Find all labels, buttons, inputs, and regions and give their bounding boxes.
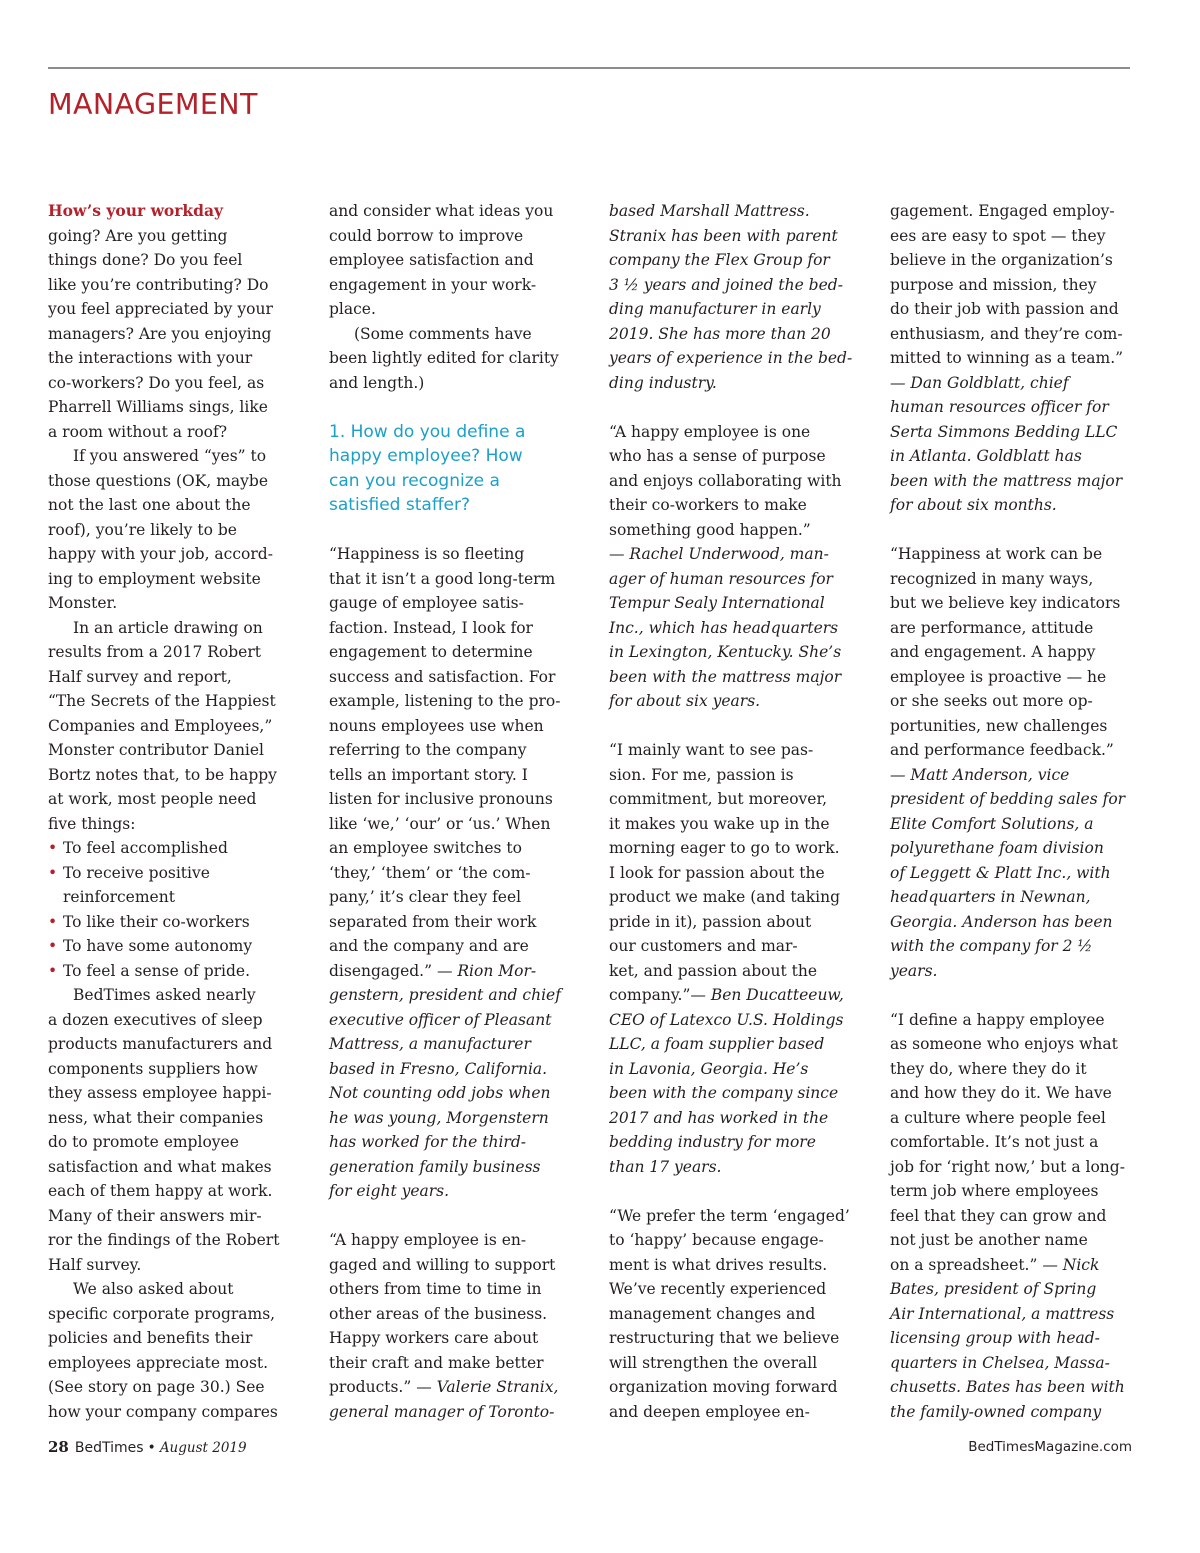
text-line: gauge of employee satis- [329,594,524,612]
text-line: Bortz notes that, to be happy [48,765,277,784]
text-line: purpose and mission, they [890,275,1097,294]
text-line: (See story on page 30.) See [48,1378,265,1396]
text-line: pride in it), passion about [609,912,812,931]
bullet-item [48,910,293,935]
text-line: as someone who enjoys what [890,1035,1118,1053]
text-line: products manufacturers and [48,1035,273,1053]
text-line: their co-workers to make [609,496,807,514]
text-line: co-workers? Do you feel, as [48,373,265,392]
text-line: Elite Comfort Solutions, a [890,814,1094,833]
text-line: been lightly edited for clarity [329,349,559,367]
text-line: they do, where they do it [890,1059,1087,1078]
bullet-icon: • [48,839,58,857]
text-line: Pharrell Williams sings, like [48,398,268,416]
text-line: product we make (and taking [609,888,841,906]
text-line: Companies and Employees,” [48,716,273,735]
text-line: like you’re contributing? Do [48,275,269,294]
text-line: place. [329,300,376,318]
text-line: Half survey and report, [48,667,232,686]
text-line: Monster. [48,594,118,612]
text-line: engagement to determine [329,643,533,661]
text-line: feel that they can grow and [890,1206,1107,1225]
text-line: ‘they,’ ‘them’ or ‘the com- [329,863,531,882]
publication-name: BedTimes [74,1440,144,1456]
text-line: not the last one about the [48,496,251,514]
attribution-morgenstern [329,983,574,1204]
text-line: organization moving forward [609,1378,838,1396]
text-line: are performance, attitude [890,618,1094,637]
bullet-text: To like their co-workers [63,912,250,931]
text-line: will strengthen the overall [609,1353,818,1372]
text-line: and length.) [329,373,425,392]
text-line: in Lexington, Kentucky. She’s [609,643,842,661]
text-line: do to promote employee [48,1133,239,1151]
col2-intro [329,199,574,395]
text-line: believe in the organization’s [890,251,1113,269]
quote-ducatteeuw-end: company.”— Ben Ducatteeuw, [609,986,844,1004]
text-line: ket, and passion about the [609,961,818,980]
text-line: “A happy employee is one [609,422,811,441]
text-line: gaged and willing to support [329,1255,556,1274]
column-3 [609,199,854,1424]
bullet-text: To have some autonomy [63,937,253,955]
quote-goldblatt [609,1204,854,1425]
quote-morgenstern-end: disengaged.” — Rion Mor- [329,961,537,980]
attribution-stranix [329,1400,574,1425]
bullet-item [48,959,293,984]
text-line: the interactions with your [48,349,253,367]
quote-underwood [609,420,854,543]
text-line: Georgia. Anderson has been [890,912,1113,931]
text-line: for about six months. [890,496,1057,514]
text-line: in Lavonia, Georgia. He’s [609,1059,809,1078]
text-line: for eight years. [329,1182,450,1200]
text-line: sion. For me, passion is [609,765,794,784]
text-line: something good happen.” [609,520,811,539]
text-line: genstern, president and chief [329,986,561,1004]
text-line: bedding industry for more [609,1133,816,1151]
attribution-goldblatt [890,371,1135,518]
text-line: — Matt Anderson, vice [890,765,1070,784]
text-line: satisfied staffer? [329,495,471,515]
text-line: — Rachel Underwood, man- [609,545,829,563]
text-line: been with the company since [609,1084,839,1102]
text-line: recognized in many ways, [890,569,1094,588]
text-line: and how they do it. We have [890,1084,1112,1102]
column-2 [329,199,574,1424]
text-line: We’ve recently experienced [609,1280,827,1298]
text-line: the family-owned company [890,1402,1102,1421]
text-line: employee is proactive — he [890,667,1107,686]
text-line: Not counting odd jobs when [329,1084,551,1102]
quote-ducatteeuw [609,738,854,983]
issue-date: August 2019 [159,1440,247,1456]
question-heading [329,420,574,518]
bullet-text: To feel a sense of pride. [63,961,250,980]
text-line: Half survey. [48,1255,142,1274]
text-line: “Happiness is so fleeting [329,545,525,563]
text-line: comfortable. It’s not just a [890,1133,1099,1151]
text-line: separated from their work [329,912,537,931]
text-line: Monster contributor Daniel [48,741,265,759]
text-line: not just be another name [890,1231,1088,1249]
text-line: and consider what ideas you [329,202,554,220]
text-line: In an article drawing on [73,618,263,637]
text-line: pany,’ it’s clear they feel [329,888,522,906]
text-line: Stranix has been with parent [609,226,838,245]
text-line: and deepen employee en- [609,1402,810,1421]
text-line: ment is what drives results. [609,1255,828,1274]
text-line: human resources officer for [890,398,1109,416]
page-number: 28 [48,1438,69,1456]
col1-body [48,983,293,1424]
text-line: employees appreciate most. [48,1353,269,1372]
text-line: referring to the company [329,741,527,759]
quote-bates-end: on a spreadsheet.” — Nick [890,1255,1100,1274]
text-line: chusetts. Bates has been with [890,1378,1125,1396]
quote-stranix [329,1228,574,1375]
bullet-item [48,861,293,886]
text-line: and the company and are [329,937,529,955]
quote-anderson [890,542,1135,763]
text-line: ees are easy to spot — they [890,226,1106,245]
website-link[interactable]: BedTimesMagazine.com [968,1439,1132,1455]
attribution-stranix-cont [609,199,854,395]
text-line: term job where employees [890,1182,1099,1200]
text-line: happy employee? How [329,446,523,466]
text-line: 1. How do you define a [329,421,526,442]
text-line: they assess employee happi- [48,1084,272,1102]
text-line: company the Flex Group for [609,251,830,269]
text-line: to ‘happy’ because engage- [609,1231,824,1249]
bullet-icon: • [48,937,58,955]
text-line: Mattress, a manufacturer [329,1035,531,1053]
col1-intro [48,224,293,837]
text-line: been with the mattress major [609,667,842,686]
text-line: quarters in Chelsea, Massa- [890,1353,1110,1372]
text-line: other areas of the business. [329,1304,548,1323]
bullet-icon: • [48,863,58,882]
text-line: 2019. She has more than 20 [609,324,831,343]
text-line: Happy workers care about [329,1329,539,1347]
text-line: Serta Simmons Bedding LLC [890,422,1118,441]
bullet-list [48,836,293,983]
text-line: (Some comments have [354,324,532,343]
text-line: ror the findings of the Robert [48,1231,280,1249]
text-line: how your company compares [48,1402,278,1421]
text-line: CEO of Latexco U.S. Holdings [609,1010,844,1029]
text-line: Inc., which has headquarters [609,618,839,637]
text-line: an employee switches to [329,839,522,857]
text-line: management changes and [609,1304,816,1323]
text-line: ager of human resources for [609,569,833,588]
text-line: generation family business [329,1157,541,1176]
bullet-text: To feel accomplished [63,839,228,857]
text-line: “A happy employee is en- [329,1231,527,1249]
text-line: managers? Are you enjoying [48,324,272,343]
bullet-item [48,934,293,959]
text-line: can you recognize a [329,470,500,491]
text-line: commitment, but moreover, [609,790,828,808]
bullet-item [48,836,293,861]
text-line: for about six years. [609,692,761,710]
text-line: components suppliers how [48,1059,258,1078]
text-line: or she seeks out more op- [890,692,1093,710]
text-line: polyurethane foam division [890,839,1104,857]
text-line: our customers and mar- [609,937,798,955]
text-line: general manager of Toronto- [329,1402,555,1421]
footer-separator: • [147,1440,156,1456]
text-line: their craft and make better [329,1353,544,1372]
text-line: those questions (OK, maybe [48,471,268,490]
text-line: Many of their answers mir- [48,1206,262,1225]
text-line: of Leggett & Platt Inc., with [890,863,1111,882]
text-line: president of bedding sales for [890,790,1126,808]
text-line: based in Fresno, California. [329,1059,548,1078]
bullet-icon: • [48,961,58,980]
text-line: — Dan Goldblatt, chief [890,373,1069,392]
quote-morgenstern [329,542,574,959]
text-line: example, listening to the pro- [329,692,561,710]
bullet-item [48,885,293,910]
text-line: 2017 and has worked in the [609,1108,829,1127]
lead-in: How’s your workday [48,201,224,220]
text-line: Bates, president of Spring [890,1280,1097,1298]
top-rule [48,67,1130,69]
text-line: and enjoys collaborating with [609,471,842,490]
text-line: has worked for the third- [329,1133,526,1151]
text-line: ding industry. [609,373,717,392]
text-line: restructuring that we believe [609,1329,840,1347]
text-line: ing to employment website [48,569,261,588]
attribution-bates [890,1277,1135,1424]
text-line: job for ‘right now,’ but a long- [890,1157,1125,1176]
text-line: who has a sense of purpose [609,447,826,465]
text-line: “I mainly want to see pas- [609,741,814,759]
text-line: a room without a roof? [48,422,228,441]
text-line: 3 ½ years and joined the bed- [609,275,843,294]
text-line: I look for passion about the [609,863,825,882]
attribution-underwood [609,542,854,714]
text-line: like ‘we,’ ‘our’ or ‘us.’ When [329,814,551,833]
text-line: executive officer of Pleasant [329,1010,552,1029]
text-line: BedTimes asked nearly [73,986,256,1004]
text-line: satisfaction and what makes [48,1157,272,1176]
text-line: at work, most people need [48,790,257,808]
text-line: others from time to time in [329,1280,542,1298]
text-line: could borrow to improve [329,226,524,245]
bullet-text: To receive positive [63,863,210,882]
text-line: We also asked about [73,1280,234,1298]
text-line: If you answered “yes” to [73,447,267,465]
text-line: Air International, a mattress [890,1304,1115,1323]
text-line: “The Secrets of the Happiest [48,692,276,710]
text-line: success and satisfaction. For [329,667,556,686]
text-line: in Atlanta. Goldblatt has [890,447,1082,465]
bullet-icon: • [48,912,58,931]
quote-goldblatt-cont [890,199,1135,371]
text-line: policies and benefits their [48,1329,253,1347]
text-line: Tempur Sealy International [609,594,825,612]
column-1 [48,199,293,1424]
text-line: enthusiasm, and they’re com- [890,324,1123,343]
text-line: and performance feedback.” [890,741,1114,759]
text-line: “We prefer the term ‘engaged’ [609,1206,850,1225]
text-line: gagement. Engaged employ- [890,202,1115,220]
text-line: things done? Do you feel [48,251,243,269]
text-line: going? Are you getting [48,226,228,245]
text-line: portunities, new challenges [890,716,1108,735]
text-line: nouns employees use when [329,716,544,735]
text-line: licensing group with head- [890,1329,1100,1347]
quote-stranix-end: products.” — Valerie Stranix, [329,1378,559,1396]
attribution-anderson [890,763,1135,984]
text-line: LLC, a foam supplier based [609,1035,825,1053]
text-line: do their job with passion and [890,300,1119,318]
text-line: employee satisfaction and [329,251,534,269]
text-line: specific corporate programs, [48,1304,276,1323]
text-line: results from a 2017 Robert [48,643,261,661]
text-line: ding manufacturer in early [609,300,821,318]
text-line: listen for inclusive pronouns [329,790,553,808]
text-line: been with the mattress major [890,471,1123,490]
text-line: mitted to winning as a team.” [890,349,1124,367]
text-line: it makes you wake up in the [609,814,830,833]
text-line: faction. Instead, I look for [329,618,533,637]
section-title: MANAGEMENT [48,88,258,121]
text-line: tells an important story. I [329,765,528,784]
text-line: you feel appreciated by your [48,300,273,318]
quote-bates [890,1008,1135,1253]
text-line: years. [890,961,938,980]
text-line: headquarters in Newnan, [890,888,1091,906]
page-footer [48,1436,1132,1458]
text-line: but we believe key indicators [890,594,1121,612]
text-line: ness, what their companies [48,1108,264,1127]
text-line: a culture where people feel [890,1108,1106,1127]
text-line: he was young, Morgenstern [329,1108,549,1127]
column-4 [890,199,1135,1424]
text-line: that it isn’t a good long-term [329,569,556,588]
text-line: based Marshall Mattress. [609,202,810,220]
text-line: roof), you’re likely to be [48,520,237,539]
text-line: “Happiness at work can be [890,545,1103,563]
text-line: years of experience in the bed- [609,349,853,367]
text-line: each of them happy at work. [48,1182,273,1200]
text-line: “I define a happy employee [890,1010,1105,1029]
text-line: than 17 years. [609,1157,722,1176]
text-line: and engagement. A happy [890,643,1096,661]
text-line: engagement in your work- [329,275,537,294]
attribution-ducatteeuw [609,1008,854,1180]
text-line: with the company for 2 ½ [890,937,1093,955]
text-line: a dozen executives of sleep [48,1010,263,1029]
text-line: happy with your job, accord- [48,545,273,563]
bullet-text: reinforcement [63,888,175,906]
text-line: morning eager to go to work. [609,839,840,857]
text-line: five things: [48,814,136,833]
